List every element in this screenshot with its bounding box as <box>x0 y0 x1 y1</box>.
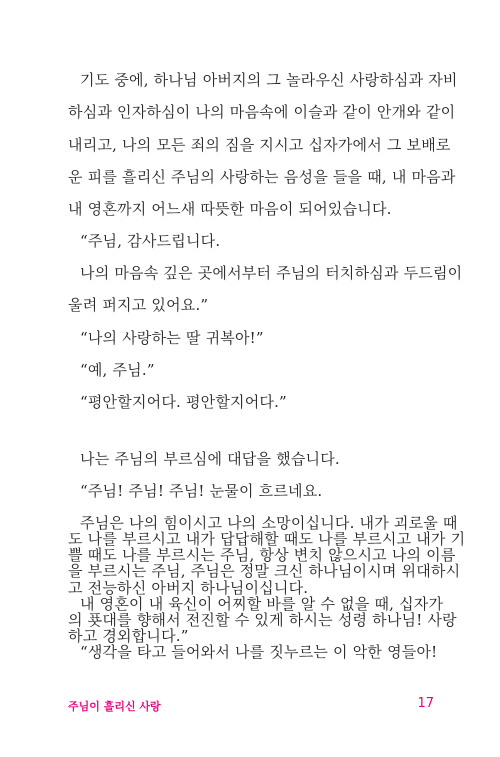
text-line: 기도 중에, 하나님 아버지의 그 놀라우신 사랑하심과 자비 <box>80 71 458 89</box>
text-line: 주님은 나의 힘이시고 나의 소망이십니다. 내가 괴로울 때 <box>80 514 458 532</box>
text-line: “생각을 타고 들어와서 나를 짓누르는 이 악한 영들아! <box>80 643 438 661</box>
text-line: 내리고, 나의 모든 죄의 짐을 지시고 십자가에서 그 보배로 <box>68 136 451 154</box>
text-line: 고 전능하신 아버지 하나님이십니다. <box>68 579 309 597</box>
text-line: 운 피를 흘리신 주님의 사랑하는 음성을 들을 때, 내 마음과 <box>68 168 456 186</box>
text-line: “주님, 감사드립니다. <box>80 232 221 250</box>
text-line: 을 부르시는 주님, 주님은 정말 크신 하나님이시며 위대하시 <box>68 562 461 580</box>
page-number: 17 <box>417 696 434 711</box>
book-title: 주님이 흘리신 사랑 <box>68 700 161 713</box>
text-line: 나는 주님의 부르심에 대답을 했습니다. <box>80 450 340 468</box>
text-line: “주님! 주님! 주님! 눈물이 흐르네요. <box>80 482 323 500</box>
text-line: 내 영혼까지 어느새 따뜻한 마음이 되어있습니다. <box>68 200 392 218</box>
text-line: 나의 마음속 깊은 곳에서부터 주님의 터치하심과 두드림이 <box>80 264 463 282</box>
text-line: 하심과 인자하심이 나의 마음속에 이슬과 같이 안개와 같이 <box>68 103 456 121</box>
text-line: “예, 주님.” <box>80 361 155 379</box>
text-line: 의 푯대를 향해서 전진할 수 있게 하시는 성령 하나님! 사랑 <box>68 611 457 629</box>
text-line: 쁠 때도 나를 부르시는 주님, 항상 변치 않으시고 나의 이름 <box>68 546 456 564</box>
text-line: 내 영혼이 내 육신이 어찌할 바를 알 수 없을 때, 십자가 <box>80 595 444 613</box>
text-line: 울려 퍼지고 있어요.” <box>68 296 209 314</box>
text-line: 하고 경외합니다.” <box>68 627 189 645</box>
text-line: “평안할지어다. 평안할지어다.” <box>80 393 287 411</box>
text-line: 도 나를 부르시고 내가 답답해할 때도 나를 부르시고 내가 기 <box>68 530 466 548</box>
text-line: “나의 사랑하는 딸 귀복아!” <box>80 329 264 347</box>
